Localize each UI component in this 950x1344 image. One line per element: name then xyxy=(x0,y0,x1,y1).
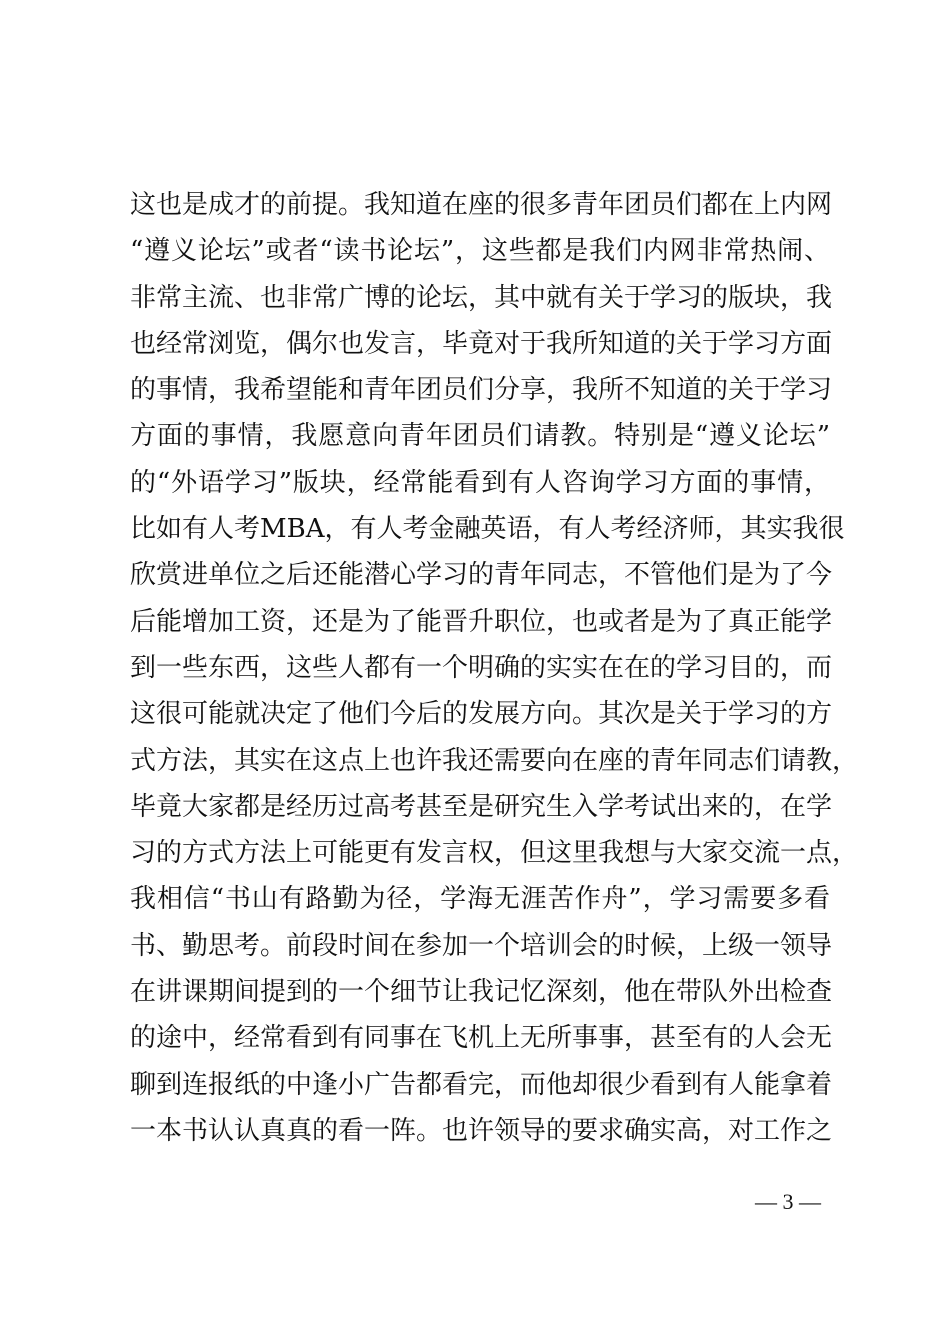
text-line: 毕竟大家都是经历过高考甚至是研究生入学考试出来的，在学 xyxy=(130,791,833,822)
text-line: 欣赏进单位之后还能潜心学习的青年同志，不管他们是为了今 xyxy=(130,560,833,591)
text-line: 习的方式方法上可能更有发言权，但这里我想与大家交流一点， xyxy=(130,838,859,869)
text-line: “遵义论坛”或者“读书论坛”，这些都是我们内网非常热闹、 xyxy=(130,236,830,267)
text-line: 我相信“书山有路勤为径，学海无涯苦作舟”，学习需要多看 xyxy=(130,884,830,915)
page-number: — 3 — xyxy=(755,1189,821,1214)
text-line: 这也是成才的前提。我知道在座的很多青年团员们都在上内网 xyxy=(130,190,833,220)
body-text xyxy=(130,182,859,1154)
text-line: 到一些东西，这些人都有一个明确的实实在在的学习目的，而 xyxy=(130,652,833,683)
text-line: 的事情，我希望能和青年团员们分享，我所不知道的关于学习 xyxy=(130,375,833,406)
text-line: 这很可能就决定了他们今后的发展方向。其次是关于学习的方 xyxy=(130,699,833,730)
text-line: 的“外语学习”版块，经常能看到有人咨询学习方面的事情， xyxy=(130,467,830,498)
text-line: 在讲课期间提到的一个细节让我记忆深刻，他在带队外出检查 xyxy=(130,977,833,1008)
text-line: 一本书认认真真的看一阵。也许领导的要求确实高，对工作之 xyxy=(130,1115,833,1146)
text-line: 也经常浏览，偶尔也发言，毕竟对于我所知道的关于学习方面 xyxy=(130,328,833,359)
text-line: 式方法，其实在这点上也许我还需要向在座的青年同志们请教， xyxy=(130,745,859,776)
text-line: 聊到连报纸的中逢小广告都看完，而他却很少看到有人能拿着 xyxy=(130,1069,833,1100)
text-line: 的途中，经常看到有同事在飞机上无所事事，甚至有的人会无 xyxy=(130,1023,833,1054)
text-line: 书、勤思考。前段时间在参加一个培训会的时候，上级一领导 xyxy=(130,930,833,961)
text-line: 比如有人考MBA，有人考金融英语，有人考经济师，其实我很 xyxy=(130,514,845,545)
text-line: 后能增加工资，还是为了能晋升职位，也或者是为了真正能学 xyxy=(130,606,833,637)
text-line: 非常主流、也非常广博的论坛，其中就有关于学习的版块，我 xyxy=(130,282,833,313)
text-line: 方面的事情，我愿意向青年团员们请教。特别是“遵义论坛” xyxy=(130,421,830,452)
